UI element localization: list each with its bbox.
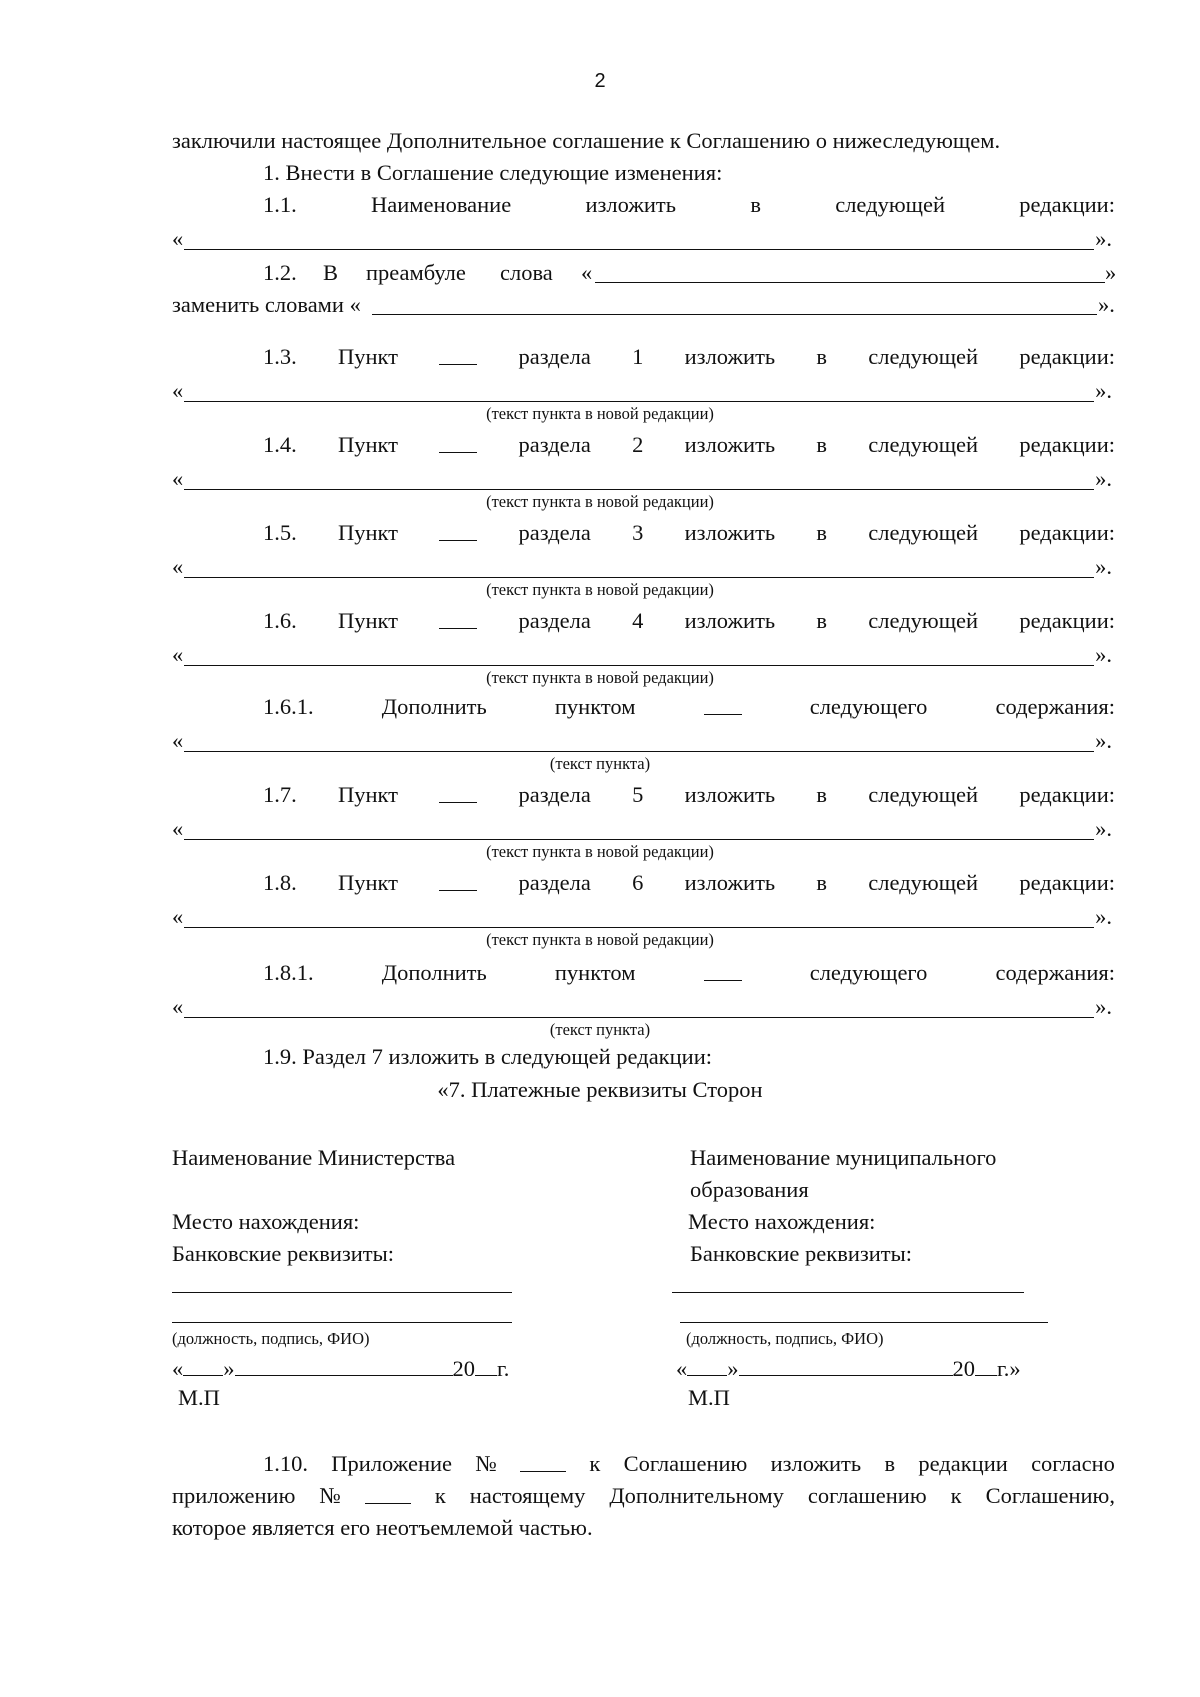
item-number: 1.6. [263,608,297,633]
blank-line[interactable] [184,815,1094,840]
item-1-10-line-2 [172,1481,1115,1511]
word: в [816,520,828,545]
page-number: 2 [594,70,606,92]
section-number: 2 [632,432,644,457]
word: изложить [684,344,776,369]
word: редакции: [1019,870,1115,895]
quote-close: ». [1095,466,1112,491]
year-blank[interactable] [475,1351,497,1376]
word: Дополнить [381,960,487,985]
word: изложить [684,782,776,807]
item-1-6-1-blank [172,726,1112,756]
word: следующей [868,520,979,545]
word: раздела [518,344,591,369]
item-number: 1.7. [263,782,297,807]
item-1-8-1-line [263,958,1115,988]
word: Пункт [338,782,399,807]
item-number: 1.4. [263,432,297,457]
quote-close: ». [1095,554,1112,579]
quote-open: « [172,1356,184,1381]
caption: (текст пункта в новой редакции) [486,580,714,599]
blank-line[interactable] [184,903,1094,928]
right-signature-line-2[interactable] [680,1322,1048,1323]
section-number: 1 [632,344,644,369]
punkt-item-blank [172,376,1112,406]
word: редакции: [1019,608,1115,633]
right-party-name-line2: образования [690,1177,809,1202]
section-number: 6 [632,870,644,895]
item-number: 1.6.1. [263,694,314,719]
right-date [676,1351,1076,1381]
item-number: 1.8. [263,870,297,895]
right-sign-caption: (должность, подпись, ФИО) [686,1329,884,1348]
punkt-item-line [263,780,1115,810]
word: В [323,260,339,285]
item-number: 1.5. [263,520,297,545]
blank-line[interactable] [439,868,477,891]
item-number: 1.8.1. [263,960,314,985]
caption: (текст пункта в новой редакции) [486,492,714,511]
punkt-item-blank [172,902,1112,932]
punkt-item-blank [172,464,1112,494]
word: следующей [868,432,979,457]
item-1-10-line-3: которое является его неотъемлемой частью. [172,1515,593,1540]
word: Пункт [338,344,399,369]
word: следующей [835,192,945,217]
replace-text: заменить словами « [172,292,361,317]
item-number: 1.10. [263,1451,308,1476]
word: раздела [518,520,591,545]
quote-open: « [172,226,184,251]
word: изложить [684,870,776,895]
item-number: 1.2. [263,260,297,285]
blank-line[interactable] [184,465,1094,490]
item-1-8-1-blank [172,992,1112,1022]
word: изложить [585,192,677,217]
word: Пункт [338,870,399,895]
caption: (текст пункта) [549,754,651,773]
word: Соглашению, [985,1483,1115,1508]
word: изложить [684,520,776,545]
left-stamp: М.П [178,1385,220,1410]
word: в [816,432,828,457]
item-1-1-blank [172,224,1112,254]
left-party-name: Наименование Министерства [172,1145,456,1170]
quote-open: « [172,466,184,491]
blank-line[interactable] [595,258,1105,283]
word: к [589,1451,601,1476]
word: соглашению [807,1483,927,1508]
word: Соглашению [623,1451,748,1476]
word: следующей [868,782,979,807]
year-suffix: г.» [997,1356,1021,1381]
quote-close: » [727,1356,739,1381]
word: Наименование [371,192,512,217]
quote-open: « [172,378,184,403]
word: настоящему [469,1483,586,1508]
word: редакции: [1019,520,1115,545]
blank-line[interactable] [520,1449,566,1472]
item-number: 1.1. [263,192,297,217]
blank-line[interactable] [439,518,477,541]
right-signature-line-1[interactable] [672,1292,1024,1293]
word: слова [500,260,553,285]
word: приложению [172,1483,296,1508]
word: № [475,1451,497,1476]
quote-open: « [172,904,184,929]
day-blank[interactable] [183,1351,223,1376]
caption: (текст пункта в новой редакции) [486,930,714,949]
month-blank[interactable] [739,1351,953,1376]
caption: (текст пункта в новой редакции) [486,842,714,861]
item-1-heading: 1. Внести в Соглашение следующие изменения: [263,160,723,185]
quote-open: « [676,1356,688,1381]
left-bank: Банковские реквизиты: [172,1241,395,1266]
blank-line[interactable] [372,290,1097,315]
word: к [434,1483,446,1508]
word: преамбуле [366,260,466,285]
word: Приложение [331,1451,453,1476]
blank-line[interactable] [439,342,477,365]
word: изложить [684,608,776,633]
word: в [816,782,828,807]
word: редакции: [1019,192,1115,217]
quote-open: « [581,260,593,285]
item-1-2-line [263,258,1115,288]
section-number: 5 [632,782,644,807]
section-number: 3 [632,520,644,545]
quote-open: « [172,554,184,579]
word: к [950,1483,962,1508]
blank-line[interactable] [439,606,477,629]
caption: (текст пункта в новой редакции) [486,668,714,687]
word: раздела [518,782,591,807]
right-party-name-line1: Наименование муниципального [690,1145,997,1170]
right-bank: Банковские реквизиты: [690,1241,913,1266]
word: в [816,608,828,633]
word: содержания: [995,694,1115,719]
punkt-item-line [263,868,1115,898]
blank-line[interactable] [184,641,1094,666]
blank-line[interactable] [365,1481,411,1504]
punkt-item-line [263,342,1115,372]
punkt-item-line [263,606,1115,636]
punkt-item-line [263,430,1115,460]
blank-line[interactable] [184,553,1094,578]
word: редакции: [1019,344,1115,369]
year-suffix: г. [497,1356,510,1381]
quote-close: ». [1098,292,1115,317]
word: пунктом [554,960,636,985]
quote-open: « [172,816,184,841]
word: раздела [518,608,591,633]
word: следующего [809,694,928,719]
quote-open: « [172,994,184,1019]
word: Дополнить [381,694,487,719]
left-sign-caption: (должность, подпись, ФИО) [172,1329,370,1348]
blank-line[interactable] [439,430,477,453]
intro-text: заключили настоящее Дополнительное соглашение к Соглашению о нижеследующем. [172,128,1001,153]
word: следующей [868,870,979,895]
word: редакции [918,1451,1008,1476]
item-1-10-line-1 [263,1449,1115,1479]
item-1-9: 1.9. Раздел 7 изложить в следующей редакции: [263,1044,712,1069]
word: раздела [518,432,591,457]
blank-line[interactable] [184,727,1094,752]
left-date [172,1351,552,1381]
word: в [884,1451,896,1476]
right-location: Место нахождения: [688,1209,876,1234]
blank-line[interactable] [704,958,742,981]
quote-open: « [172,642,184,667]
word: пунктом [554,694,636,719]
left-signature-line-1[interactable] [172,1292,512,1293]
quote-close: ». [1095,728,1112,753]
word: изложить [770,1451,862,1476]
word: в [816,344,828,369]
section-number: 4 [632,608,644,633]
caption: (текст пункта) [549,1020,651,1039]
quote-close: » [223,1356,235,1381]
word: следующего [809,960,928,985]
blank-line[interactable] [184,377,1094,402]
quote-open: « [172,728,184,753]
punkt-item-blank [172,552,1112,582]
quote-close: ». [1095,226,1112,251]
word: в [750,192,761,217]
blank-line[interactable] [704,692,742,715]
word: Пункт [338,520,399,545]
quote-close: ». [1095,994,1112,1019]
word: Дополнительному [609,1483,784,1508]
word: редакции: [1019,782,1115,807]
word: № [319,1483,341,1508]
word: Пункт [338,432,399,457]
day-blank[interactable] [687,1351,727,1376]
quote-close: » [1105,260,1117,285]
right-stamp: М.П [688,1385,730,1410]
caption: (текст пункта в новой редакции) [486,404,714,423]
word: следующей [868,608,979,633]
item-1-2-replace [172,290,1115,320]
item-1-6-1-line [263,692,1115,722]
year-blank[interactable] [975,1351,997,1376]
quote-close: ». [1095,904,1112,929]
word: согласно [1031,1451,1115,1476]
item-1-1-line [263,190,1115,220]
word: раздела [518,870,591,895]
word: содержания: [995,960,1115,985]
section-7-title: «7. Платежные реквизиты Сторон [437,1077,763,1102]
year-prefix: 20 [952,1356,975,1381]
quote-close: ». [1095,378,1112,403]
word: в [816,870,828,895]
word: следующей [868,344,979,369]
item-number: 1.3. [263,344,297,369]
punkt-item-blank [172,640,1112,670]
blank-line[interactable] [439,780,477,803]
year-prefix: 20 [452,1356,475,1381]
word: Пункт [338,608,399,633]
word: редакции: [1019,432,1115,457]
left-signature-line-2[interactable] [172,1322,512,1323]
blank-line[interactable] [184,225,1094,250]
blank-line[interactable] [184,993,1094,1018]
word: изложить [684,432,776,457]
left-location: Место нахождения: [172,1209,360,1234]
punkt-item-blank [172,814,1112,844]
month-blank[interactable] [235,1351,453,1376]
quote-close: ». [1095,816,1112,841]
punkt-item-line [263,518,1115,548]
quote-close: ». [1095,642,1112,667]
